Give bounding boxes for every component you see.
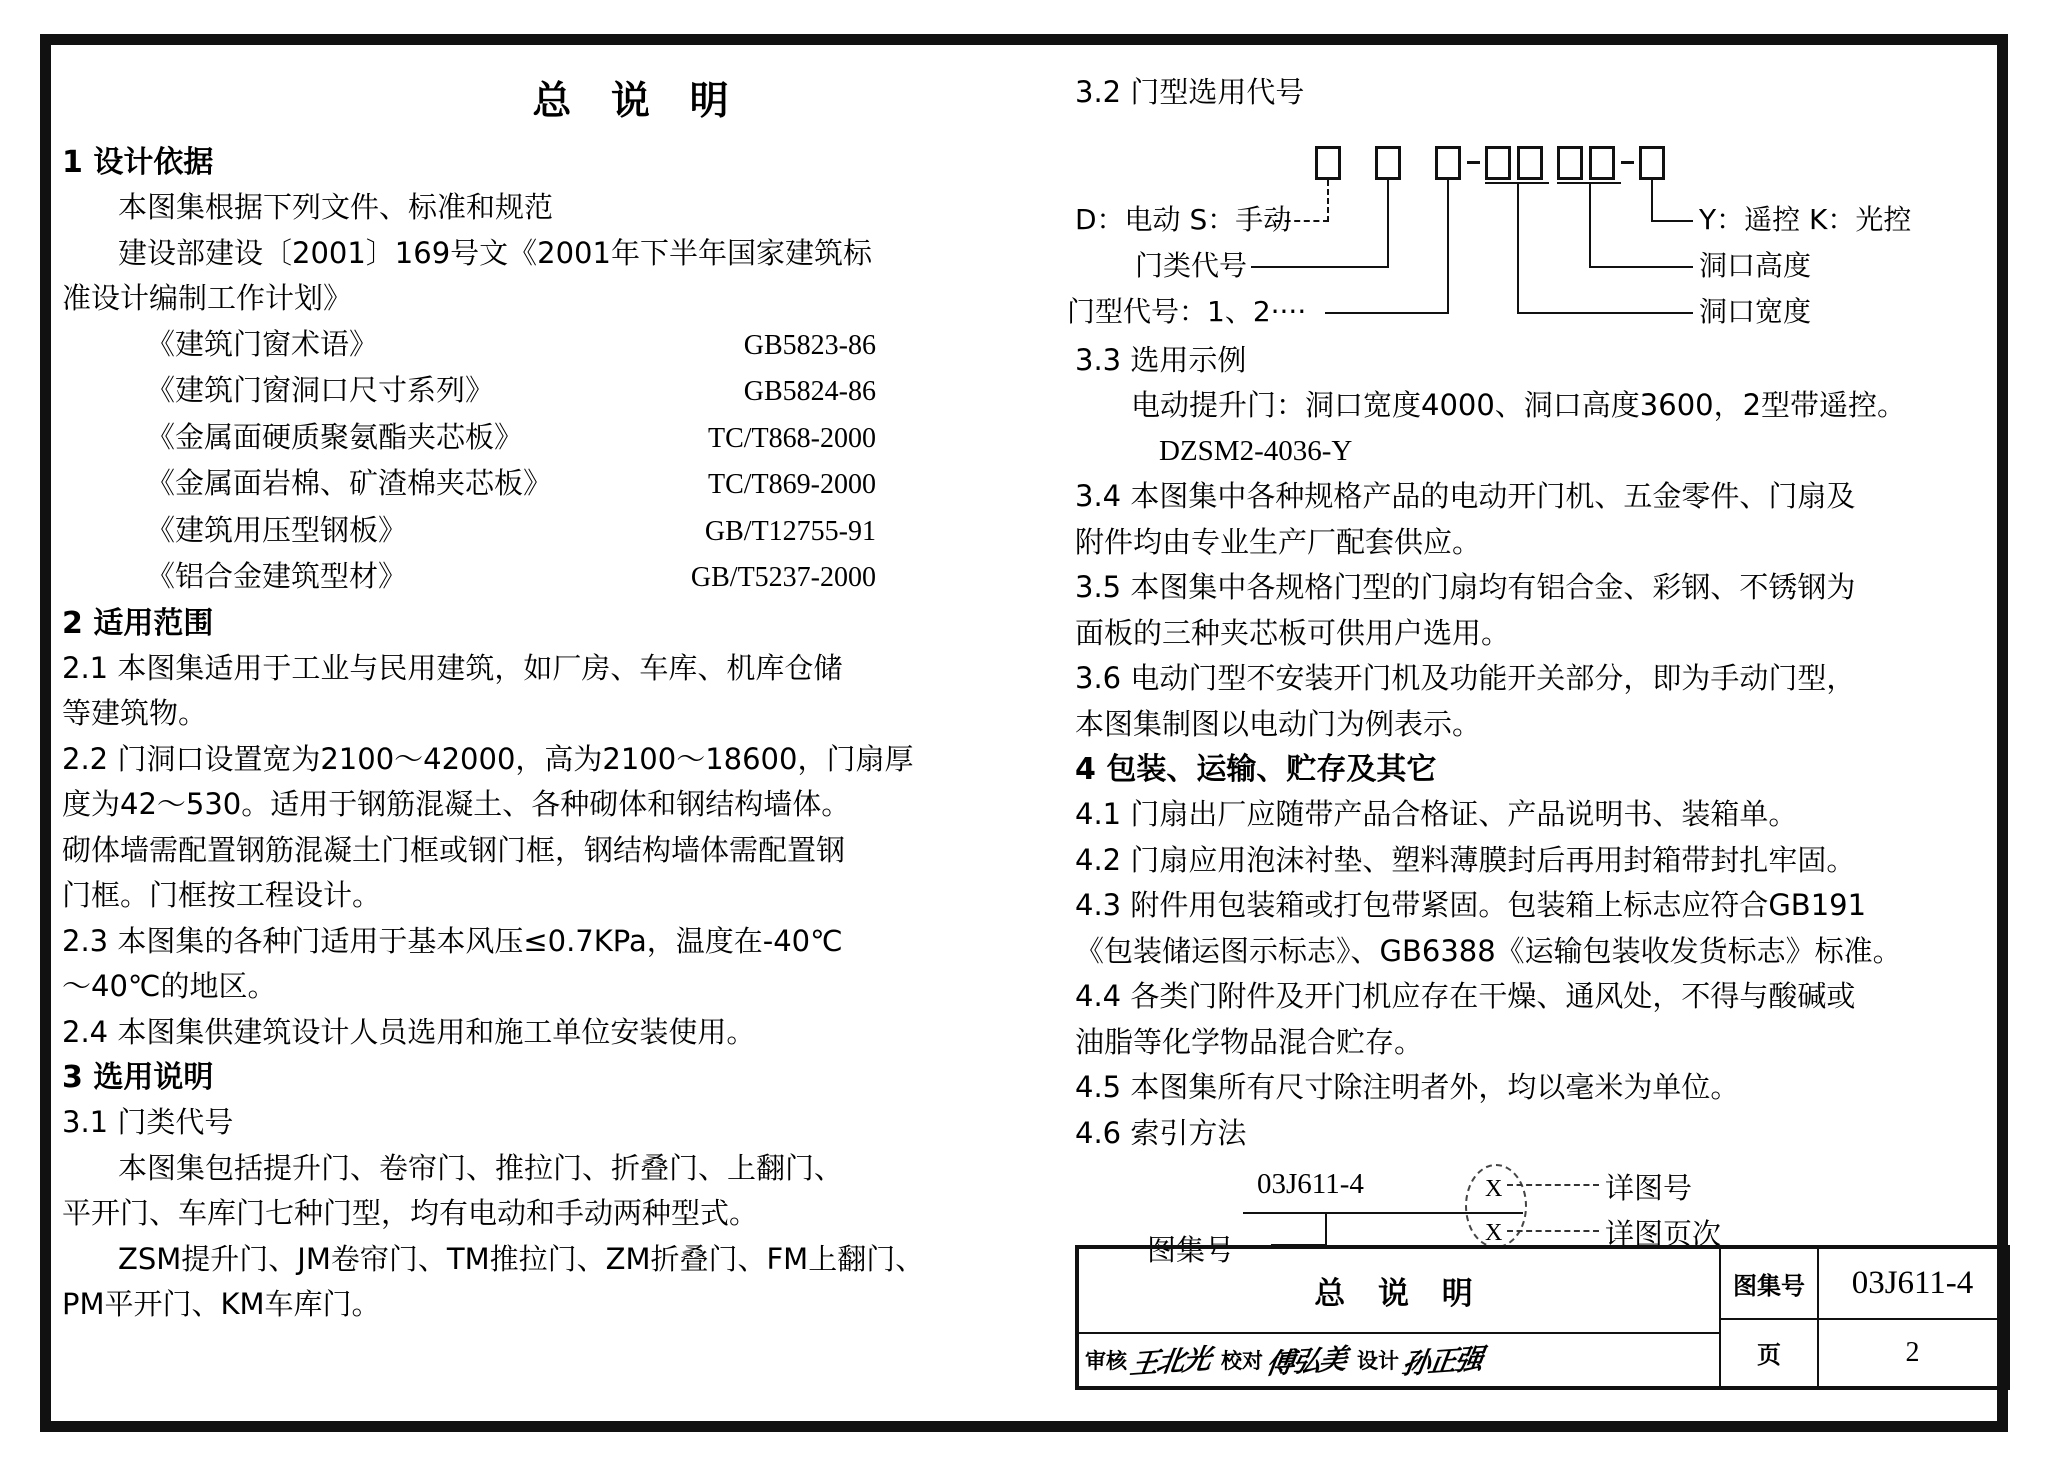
section-4-item: 4.4 各类门附件及开门机应存在干燥、通风处，不得与酸碱或 [1075, 979, 1856, 1013]
index-marker-top: X [1485, 1176, 1503, 1202]
code-box-type [1435, 146, 1461, 180]
section-3-1-line: 平开门、车库门七种门型，均有电动和手动两种型式。 [62, 1196, 759, 1230]
index-label-atlas: 图集号 [1147, 1233, 1235, 1267]
left-column [62, 70, 992, 1328]
code-box-height-1 [1557, 146, 1583, 180]
index-detail-page-leader [1507, 1230, 1599, 1232]
title-block [1075, 1245, 2010, 1390]
section-2-item: 2.4 本图集供建筑设计人员选用和施工单位安装使用。 [62, 1014, 756, 1049]
standard-name: 《建筑用压型钢板》 [146, 512, 408, 547]
leader-class-vertical [1387, 180, 1389, 268]
page-title: 总 说 明 [532, 79, 742, 124]
check-signature: 傅弘美 [1263, 1344, 1348, 1381]
section-3-3-heading: 3.3 选用示例 [1075, 342, 1247, 377]
section-1-policy-line-2: 准设计编制工作计划》 [62, 281, 353, 315]
code-label-control: Y：遥控 K：光控 [1699, 202, 1912, 236]
section-3-6-line: 本图集制图以电动门为例表示。 [1075, 706, 1482, 741]
title-block-title: 总 说 明 [1079, 1249, 1719, 1334]
section-2-item: ～40℃的地区。 [62, 969, 277, 1003]
section-2-item: 2.3 本图集的各种门适用于基本风压≤0.7KPa，温度在-40℃ [62, 923, 843, 958]
code-box-control [1639, 146, 1665, 180]
index-atlas-code: 03J611-4 [1257, 1168, 1364, 1200]
code-label-opening-height: 洞口高度 [1699, 248, 1812, 282]
review-signature: 王北光 [1127, 1344, 1212, 1381]
section-1-intro: 本图集根据下列文件、标准和规范 [118, 190, 554, 224]
section-2-heading: 2 适用范围 [62, 605, 214, 641]
page-number-row [1721, 1320, 2006, 1387]
section-3-1-line: PM平开门、KM车库门。 [62, 1287, 381, 1321]
leader-control-vertical [1651, 180, 1653, 222]
title-block-signature-row [1079, 1334, 1719, 1386]
standard-name: 《建筑门窗术语》 [146, 326, 379, 361]
standard-name: 《金属面硬质聚氨酯夹芯板》 [146, 419, 524, 454]
leader-height-horizontal [1589, 266, 1693, 268]
leader-width-vertical [1517, 182, 1519, 314]
section-2-item: 2.1 本图集适用于工业与民用建筑，如厂房、车库、机库仓储 [62, 650, 843, 685]
leader-drive-vertical [1327, 180, 1329, 222]
leader-control-horizontal [1651, 220, 1693, 222]
code-box-drive [1315, 146, 1341, 180]
section-4-item: 4.1 门扇出厂应随带产品合格证、产品说明书、装箱单。 [1075, 797, 1798, 831]
review-label: 审核 [1085, 1349, 1127, 1373]
standard-row [62, 322, 992, 369]
code-label-opening-width: 洞口宽度 [1699, 294, 1812, 328]
standard-name: 《铝合金建筑型材》 [146, 559, 408, 593]
leader-type-vertical [1447, 180, 1449, 314]
standard-code: TC/T868-2000 [708, 422, 876, 454]
index-detail-no-leader [1507, 1184, 1599, 1186]
section-3-1-heading: 3.1 门类代号 [62, 1105, 234, 1139]
index-label-detail-page: 详图页次 [1605, 1217, 1722, 1251]
check-label: 校对 [1221, 1349, 1264, 1373]
section-4-item: 《包装储运图示标志》、GB6388《运输包装收发货标志》标准。 [1075, 933, 1902, 968]
section-3-4-line: 附件均由专业生产厂配套供应。 [1075, 524, 1482, 559]
code-label-door-class: 门类代号 [1135, 248, 1248, 282]
standard-code: TC/T869-2000 [708, 469, 876, 500]
section-3-4-line: 3.4 本图集中各种规格产品的电动开门机、五金零件、门扇及 [1075, 479, 1856, 513]
standard-code: GB/T12755-91 [704, 515, 876, 547]
section-2-item: 砌体墙需配置钢筋混凝土门框或钢门框，钢结构墙体需配置钢 [62, 832, 846, 867]
section-3-3-line: 电动提升门：洞口宽度4000、洞口高度3600，2型带遥控。 [1131, 388, 1907, 422]
section-2-item: 2.2 门洞口设置宽为2100～42000，高为2100～18600，门扇厚 [62, 741, 914, 776]
title-block-left [1079, 1249, 1721, 1386]
leader-height-vertical [1589, 182, 1591, 268]
standard-code: GB5823-86 [743, 329, 876, 361]
code-separator-dash-2 [1621, 161, 1634, 164]
standard-row [62, 368, 992, 415]
code-box-width-2 [1517, 146, 1543, 180]
section-3-3-example-code: DZSM2-4036-Y [1159, 434, 1353, 467]
section-2-item: 门框。门框按工程设计。 [62, 878, 382, 912]
standard-code: GB5824-86 [743, 376, 876, 407]
section-4-item: 油脂等化学物品混合贮存。 [1075, 1024, 1424, 1059]
section-4-6-heading: 4.6 索引方法 [1075, 1115, 1247, 1150]
section-1-heading: 1 设计依据 [62, 145, 214, 180]
leader-width-horizontal [1517, 312, 1693, 314]
code-label-door-type: 门型代号：1、2···· [1067, 294, 1307, 328]
section-3-2-heading: 3.2 门型选用代号 [1075, 75, 1305, 109]
code-box-width-1 [1485, 146, 1511, 180]
section-3-1-line: 本图集包括提升门、卷帘门、推拉门、折叠门、上翻门、 [118, 1150, 844, 1185]
page-number-label: 页 [1721, 1320, 1819, 1387]
door-code-composition-diagram [1067, 120, 2010, 338]
section-3-6-line: 3.6 电动门型不安装开门机及功能开关部分，即为手动门型， [1075, 661, 1856, 695]
title-block-right [1721, 1249, 2006, 1386]
code-separator-dash-1 [1467, 161, 1480, 164]
standard-name: 《金属面岩棉、矿渣棉夹芯板》 [146, 466, 553, 500]
page-number-value: 2 [1905, 1336, 1920, 1368]
standard-name: 《建筑门窗洞口尺寸系列》 [146, 373, 495, 407]
atlas-number-value: 03J611-4 [1851, 1264, 1974, 1301]
standard-row [62, 415, 992, 462]
atlas-number-label: 图集号 [1721, 1249, 1819, 1318]
index-marker-bottom: X [1485, 1220, 1503, 1246]
standard-row [62, 554, 992, 601]
section-4-item: 4.5 本图集所有尺寸除注明者外，均以毫米为单位。 [1075, 1070, 1740, 1104]
section-2-item: 等建筑物。 [62, 696, 208, 730]
standard-row [62, 508, 992, 555]
code-box-height-2 [1589, 146, 1615, 180]
index-atlas-leader-vertical [1325, 1212, 1327, 1246]
design-signature: 孙正强 [1399, 1344, 1484, 1381]
section-4-item: 4.3 附件用包装箱或打包带紧固。包装箱上标志应符合GB191 [1075, 888, 1867, 922]
section-1-policy-line-1: 建设部建设〔2001〕169号文《2001年下半年国家建筑标 [118, 235, 872, 270]
section-3-1-line: ZSM提升门、JM卷帘门、TM推拉门、ZM折叠门、FM上翻门、 [118, 1241, 925, 1276]
leader-type-horizontal [1325, 312, 1449, 314]
section-3-heading: 3 选用说明 [62, 1060, 214, 1095]
section-3-5-line: 3.5 本图集中各规格门型的门扇均有铝合金、彩钢、不锈钢为 [1075, 570, 1856, 604]
leader-class-horizontal [1251, 266, 1389, 268]
section-2-item: 度为42～530。适用于钢筋混凝土、各种砌体和钢结构墙体。 [62, 787, 851, 821]
atlas-number-row [1721, 1249, 2006, 1320]
standard-row [62, 461, 992, 508]
section-4-item: 4.2 门扇应用泡沫衬垫、塑料薄膜封后再用封箱带封扎牢固。 [1075, 842, 1856, 877]
right-column [1067, 70, 2010, 1297]
design-label: 设计 [1357, 1349, 1400, 1373]
section-3-5-line: 面板的三种夹芯板可供用户选用。 [1075, 615, 1511, 650]
code-box-class-1 [1375, 146, 1401, 180]
standard-code: GB/T5237-2000 [690, 562, 876, 593]
code-label-drive: D：电动 S：手动 [1075, 202, 1292, 236]
section-4-heading: 4 包装、运输、贮存及其它 [1075, 752, 1437, 787]
index-label-detail-no: 详图号 [1605, 1171, 1693, 1205]
